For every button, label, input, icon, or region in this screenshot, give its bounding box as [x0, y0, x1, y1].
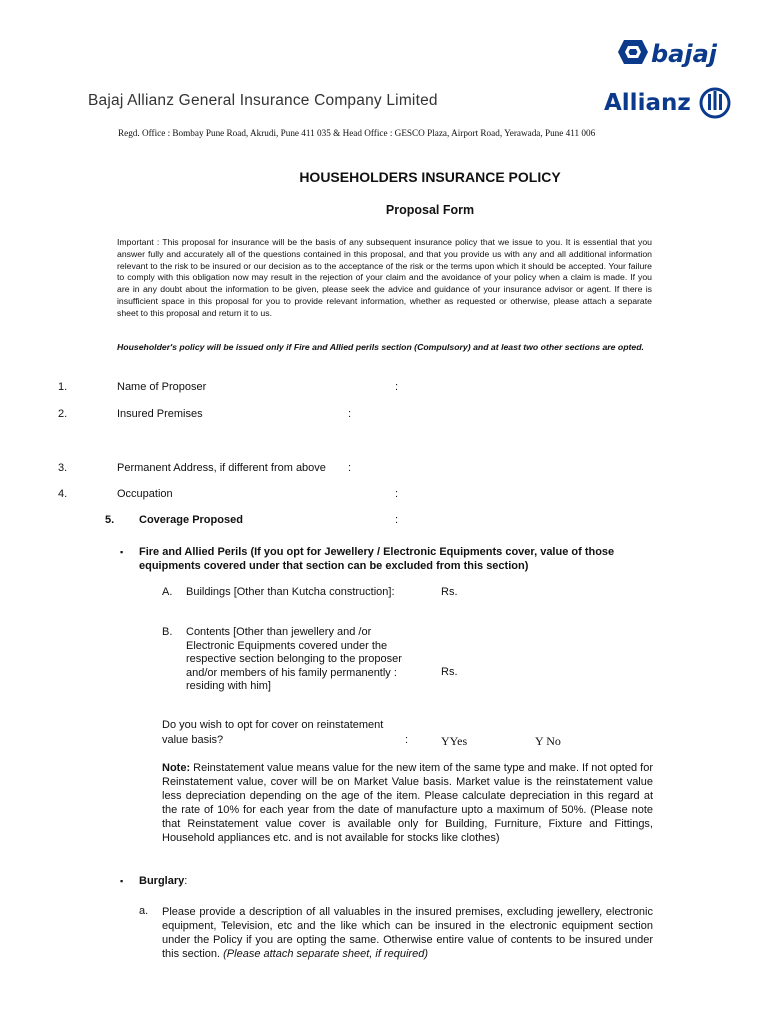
logo-top-text: bajaj [651, 40, 718, 68]
field-2-label: Insured Premises [117, 408, 203, 420]
important-notice: Important : This proposal for insurance will be the basis of any subsequent insurance policy that we issue to you. It is essential that you answer fully and accurately all of the questions contained in this proposal, and that you provide us with any and all additional information relevant to the risk to be insured or our decision as to the acceptance of the risk or the terms upon which it should be accepted. Your failure to comply with this obligation now may result in the rejection of your claim and the avoidance of your policy when a claim is made. If you are in any doubt about the information to be given, please seek the advice and guidance of your insurance advisor or agent. If there is insufficient space in this proposal for you to provide relevant information, whether as requested or otherwise, please attach a separate sheet to this proposal and return it to us. [117, 237, 652, 318]
allianz-eagle-icon [701, 89, 729, 117]
reinstatement-colon: : [405, 734, 409, 746]
item-b-line-5: residing with him] [186, 680, 271, 692]
burglary-heading [139, 875, 187, 887]
field-1-label: Name of Proposer [117, 381, 207, 393]
note-label: Note: [162, 762, 191, 774]
fire-bullet-icon: ▪ [120, 547, 124, 557]
field-3-colon: : [348, 462, 352, 474]
field-4-colon: : [395, 488, 399, 500]
field-4-number: 4. [58, 488, 68, 500]
item-b-line-2: Electronic Equipments covered under the [186, 640, 388, 652]
field-1-colon: : [395, 381, 399, 393]
para-a-letter: a. [139, 905, 149, 917]
coverage-number: 5. [105, 514, 115, 526]
householder-notice: Householder's policy will be issued only if Fire and Allied perils section (Compulsory) and at least two other sections are opted. [117, 342, 644, 352]
field-1-number: 1. [58, 381, 68, 393]
option-yes-checkbox[interactable]: YYes [441, 734, 468, 748]
bajaj-allianz-logo [602, 36, 732, 126]
coverage-label: Coverage Proposed [139, 514, 243, 526]
burglary-description [162, 905, 653, 961]
para-a-italic: (Please attach separate sheet, if required) [223, 948, 428, 961]
coverage-colon: : [395, 514, 399, 526]
option-no-checkbox[interactable]: Y No [535, 734, 561, 748]
field-3-number: 3. [58, 462, 68, 474]
item-a-label: Buildings [Other than Kutcha construction]: [186, 586, 395, 598]
registered-office: Regd. Office : Bombay Pune Road, Akrudi, Pune 411 035 & Head Office : GESCO Plaza, Airport Road, Yerawada, Pune 411 006 [118, 128, 596, 138]
para-a-text: Please provide a description of all valuables in the insured premises, excluding jewellery, electronic equipment, Television, etc and the like which can be insured in the electronic equipment section under the Policy if you are opting the same. Otherwise entire value of contents to be insured under this section. [162, 906, 653, 961]
company-name: Bajaj Allianz General Insurance Company Limited [88, 92, 438, 109]
page-subtitle: Proposal Form [385, 203, 475, 217]
reinstatement-question-line-2: value basis? [162, 734, 224, 746]
item-a-rs: Rs. [441, 586, 458, 598]
page-title: HOUSEHOLDERS INSURANCE POLICY [299, 169, 561, 185]
field-2-colon: : [348, 408, 352, 420]
fire-heading-line-1: Fire and Allied Perils (If you opt for Jewellery / Electronic Equipments cover, value of those [139, 546, 615, 558]
item-b-line-3: respective section belonging to the proposer [186, 653, 402, 665]
logo-bottom-text: Allianz [604, 90, 691, 116]
note-text: Reinstatement value means value for the new item of the same type and make. If not opted for Reinstatement value, cover will be on Market Value basis. Market value is the reinstatement value less depreciation depending on the age of the item. Please calculate depreciation in this regard at the rate of 10% for each year from the date of manufacture upto a maximum of 50%. (Please note that Reinstatement value cover is available only for Building, Furniture, Fixture and Fittings, Household appliances etc. and is not available for stocks like clothes) [162, 762, 653, 845]
item-b-line-1: Contents [Other than jewellery and /or [186, 626, 372, 638]
reinstatement-note [162, 761, 653, 846]
item-b-letter: B. [162, 626, 173, 638]
burglary-bullet-icon: ▪ [120, 876, 124, 886]
field-3-label: Permanent Address, if different from above [117, 462, 326, 474]
field-2-number: 2. [58, 408, 68, 420]
burglary-label: Burglary [139, 875, 185, 887]
item-a-letter: A. [162, 586, 173, 598]
reinstatement-question-line-1: Do you wish to opt for cover on reinstatement [162, 719, 384, 731]
item-b-rs: Rs. [441, 666, 458, 678]
bajaj-emblem-icon [618, 40, 648, 64]
field-4-label: Occupation [117, 488, 173, 500]
fire-heading-line-2: equipments covered under that section can be excluded from this section) [139, 560, 529, 572]
burglary-colon: : [184, 875, 188, 887]
item-b-line-4: and/or members of his family permanently : [186, 667, 397, 679]
